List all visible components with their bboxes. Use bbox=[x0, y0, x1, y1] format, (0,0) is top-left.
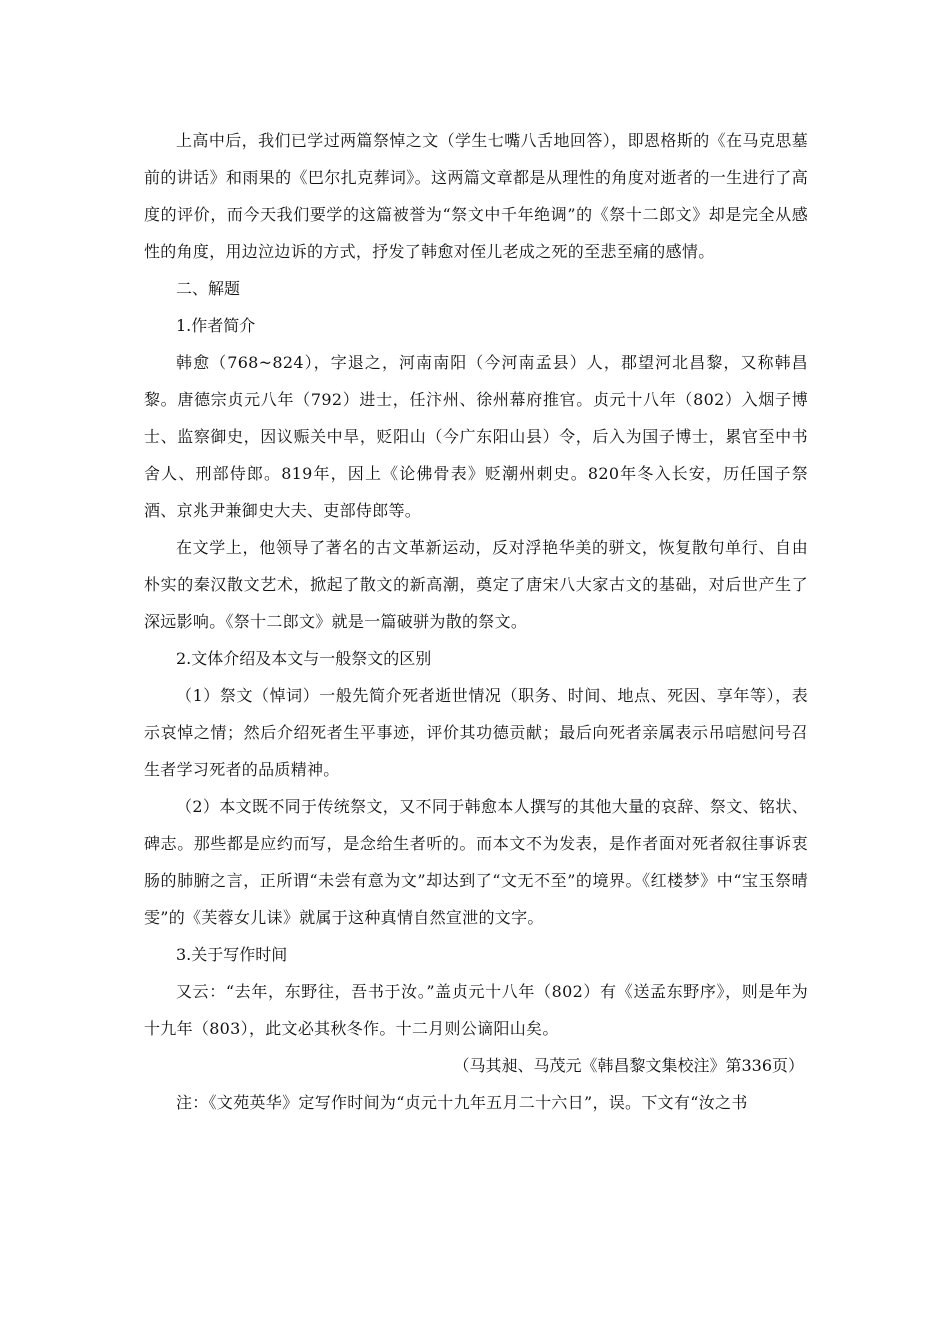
genre-point-2: （2）本文既不同于传统祭文，又不同于韩愈本人撰写的其他大量的哀辞、祭文、铭状、碑志。那些都是应约而写，是念给生者听的。而本文不为发表，是作者面对死者叙往事诉衷肠的肺腑之言，正所谓“未尝有意为文”却达到了“文无不至”的境界。《红楼梦》中“宝玉祭晴雯”的《芙蓉女儿诔》就属于这种真情自然宣泄的文字。 bbox=[144, 797, 808, 927]
writing-time-quote: 又云：“去年，东野往，吾书于汝。”盖贞元十八年（802）有《送孟东野序》，则是年为十九年（803），此文必其秋冬作。十二月则公谪阳山矣。 bbox=[144, 982, 808, 1038]
author-bio-paragraph: 韩愈（768~824），字退之，河南南阳（今河南孟县）人，郡望河北昌黎，又称韩昌黎。唐德宗贞元八年（792）进士，任汴州、徐州幕府推官。贞元十八年（802）入烟子博士、监察御史，因议赈关中旱，贬阳山（今广东阳山县）令，后入为国子博士，累官至中书舍人、刑部侍郎。819年，因上《论佛骨表》贬潮州刺史。820年冬入长安，历任国子祭酒、京兆尹兼御史大夫、吏部侍郎等。 bbox=[144, 353, 808, 520]
section-heading-jieti: 二、解题 bbox=[176, 279, 241, 298]
literary-contribution-paragraph: 在文学上，他领导了著名的古文革新运动，反对浮艳华美的骈文，恢复散句单行、自由朴实的秦汉散文艺术，掀起了散文的新高潮，奠定了唐宋八大家古文的基础，对后世产生了深远影响。《祭十二郎文》就是一篇破骈为散的祭文。 bbox=[144, 538, 808, 631]
subheading-genre-intro: 2.文体介绍及本文与一般祭文的区别 bbox=[176, 649, 432, 668]
genre-point-1: （1）祭文（悼词）一般先简介死者逝世情况（职务、时间、地点、死因、享年等），表示哀悼之情；然后介绍死者生平事迹，评价其功德贡献；最后向死者亲属表示吊唁慰问号召生者学习死者的品质精神。 bbox=[144, 686, 808, 779]
subheading-writing-time: 3.关于写作时间 bbox=[176, 945, 288, 964]
note-paragraph: 注：《文苑英华》定写作时间为“贞元十九年五月二十六日”，误。下文有“汝之书 bbox=[176, 1093, 748, 1112]
document-body bbox=[144, 122, 808, 1121]
subheading-author-intro: 1.作者简介 bbox=[176, 316, 256, 335]
citation-source: （马其昶、马茂元《韩昌黎文集校注》第336页） bbox=[453, 1056, 804, 1075]
intro-paragraph: 上高中后，我们已学过两篇祭悼之文（学生七嘴八舌地回答），即恩格斯的《在马克思墓前的讲话》和雨果的《巴尔扎克葬词》。这两篇文章都是从理性的角度对逝者的一生进行了高度的评价，而今天我们要学的这篇被誉为“祭文中千年绝调”的《祭十二郎文》却是完全从感性的角度，用边泣边诉的方式，抒发了韩愈对侄儿老成之死的至悲至痛的感情。 bbox=[144, 131, 808, 261]
